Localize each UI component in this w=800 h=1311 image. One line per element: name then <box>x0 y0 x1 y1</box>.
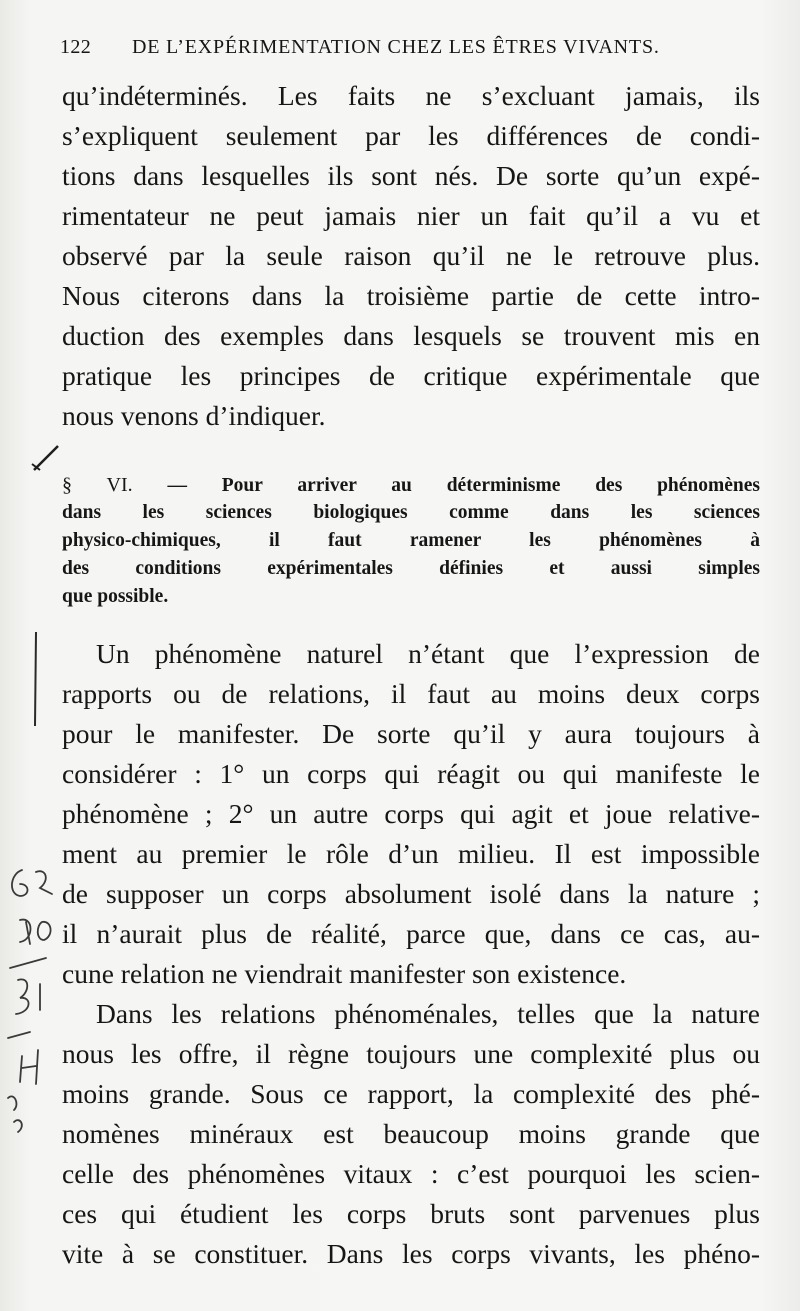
text-line: duction des exemples dans lesquels se trouvent mis en <box>62 320 760 351</box>
text-line: nomènes minéraux est beaucoup moins grande que <box>62 1118 760 1149</box>
running-header <box>60 36 760 66</box>
text-line: il n’aurait plus de réalité, parce que, dans ce cas, au- <box>62 918 760 949</box>
section-number: § VI. <box>62 474 133 496</box>
section-heading-line: des conditions expérimentales définies et aussi simples <box>62 558 760 579</box>
text-line: ment au premier le rôle d’un milieu. Il est impossible <box>62 838 760 869</box>
section-heading-line: physico-chimiques, il faut ramener les phénomènes à <box>62 530 760 551</box>
section-heading-text: — Pour arriver au déterminisme des phénomènes <box>167 475 760 496</box>
handwritten-note-text: 6 2 / 30 / 31 / H <box>2 1159 18 1161</box>
section-heading-line <box>62 471 760 500</box>
text-line: tions dans lesquelles ils sont nés. De sorte qu’un expé- <box>62 160 760 191</box>
text-line: Un phénomène naturel n’étant que l’expression de <box>96 638 760 669</box>
pencil-margin-line <box>30 630 42 730</box>
text-line: celle des phénomènes vitaux : c’est pourquoi les scien- <box>62 1158 760 1189</box>
page-number: 122 <box>60 36 92 58</box>
text-line: nous les offre, il règne toujours une complexité plus ou <box>62 1038 760 1069</box>
text-line: Dans les relations phénoménales, telles que la nature <box>96 998 760 1029</box>
section-heading-line: que possible. <box>62 586 169 607</box>
text-line: de supposer un corps absolument isolé dans la nature ; <box>62 878 760 909</box>
text-line: rapports ou de relations, il faut au moins deux corps <box>62 678 760 709</box>
section-heading-line: dans les sciences biologiques comme dans les sciences <box>62 502 760 523</box>
handwritten-margin-note <box>0 860 62 1180</box>
text-line: s’expliquent seulement par les différences de condi- <box>62 120 760 151</box>
text-line: qu’indéterminés. Les faits ne s’excluant jamais, ils <box>62 80 760 111</box>
text-line: pratique les principes de critique expérimentale que <box>62 360 760 391</box>
text-line: rimentateur ne peut jamais nier un fait qu’il a vu et <box>62 200 760 231</box>
text-line: considérer : 1° un corps qui réagit ou qui manifeste le <box>62 758 760 789</box>
text-line: phénomène ; 2° un autre corps qui agit et joue relative- <box>62 798 760 829</box>
text-line: cune relation ne viendrait manifester son existence. <box>62 958 627 989</box>
text-line: pour le manifester. De sorte qu’il y aura toujours à <box>62 718 760 749</box>
pencil-slash-mark <box>28 440 64 476</box>
text-line: moins grande. Sous ce rapport, la complexité des phé- <box>62 1078 760 1109</box>
text-line: nous venons d’indiquer. <box>62 400 326 431</box>
running-title: DE L’EXPÉRIMENTATION CHEZ LES ÊTRES VIVANTS. <box>132 36 660 58</box>
text-line: Nous citerons dans la troisième partie de cette intro- <box>62 280 760 311</box>
text-line: ces qui étudient les corps bruts sont parvenues plus <box>62 1198 760 1229</box>
text-line: observé par la seule raison qu’il ne le retrouve plus. <box>62 240 760 271</box>
text-line: vite à se constituer. Dans les corps vivants, les phéno- <box>62 1238 760 1269</box>
